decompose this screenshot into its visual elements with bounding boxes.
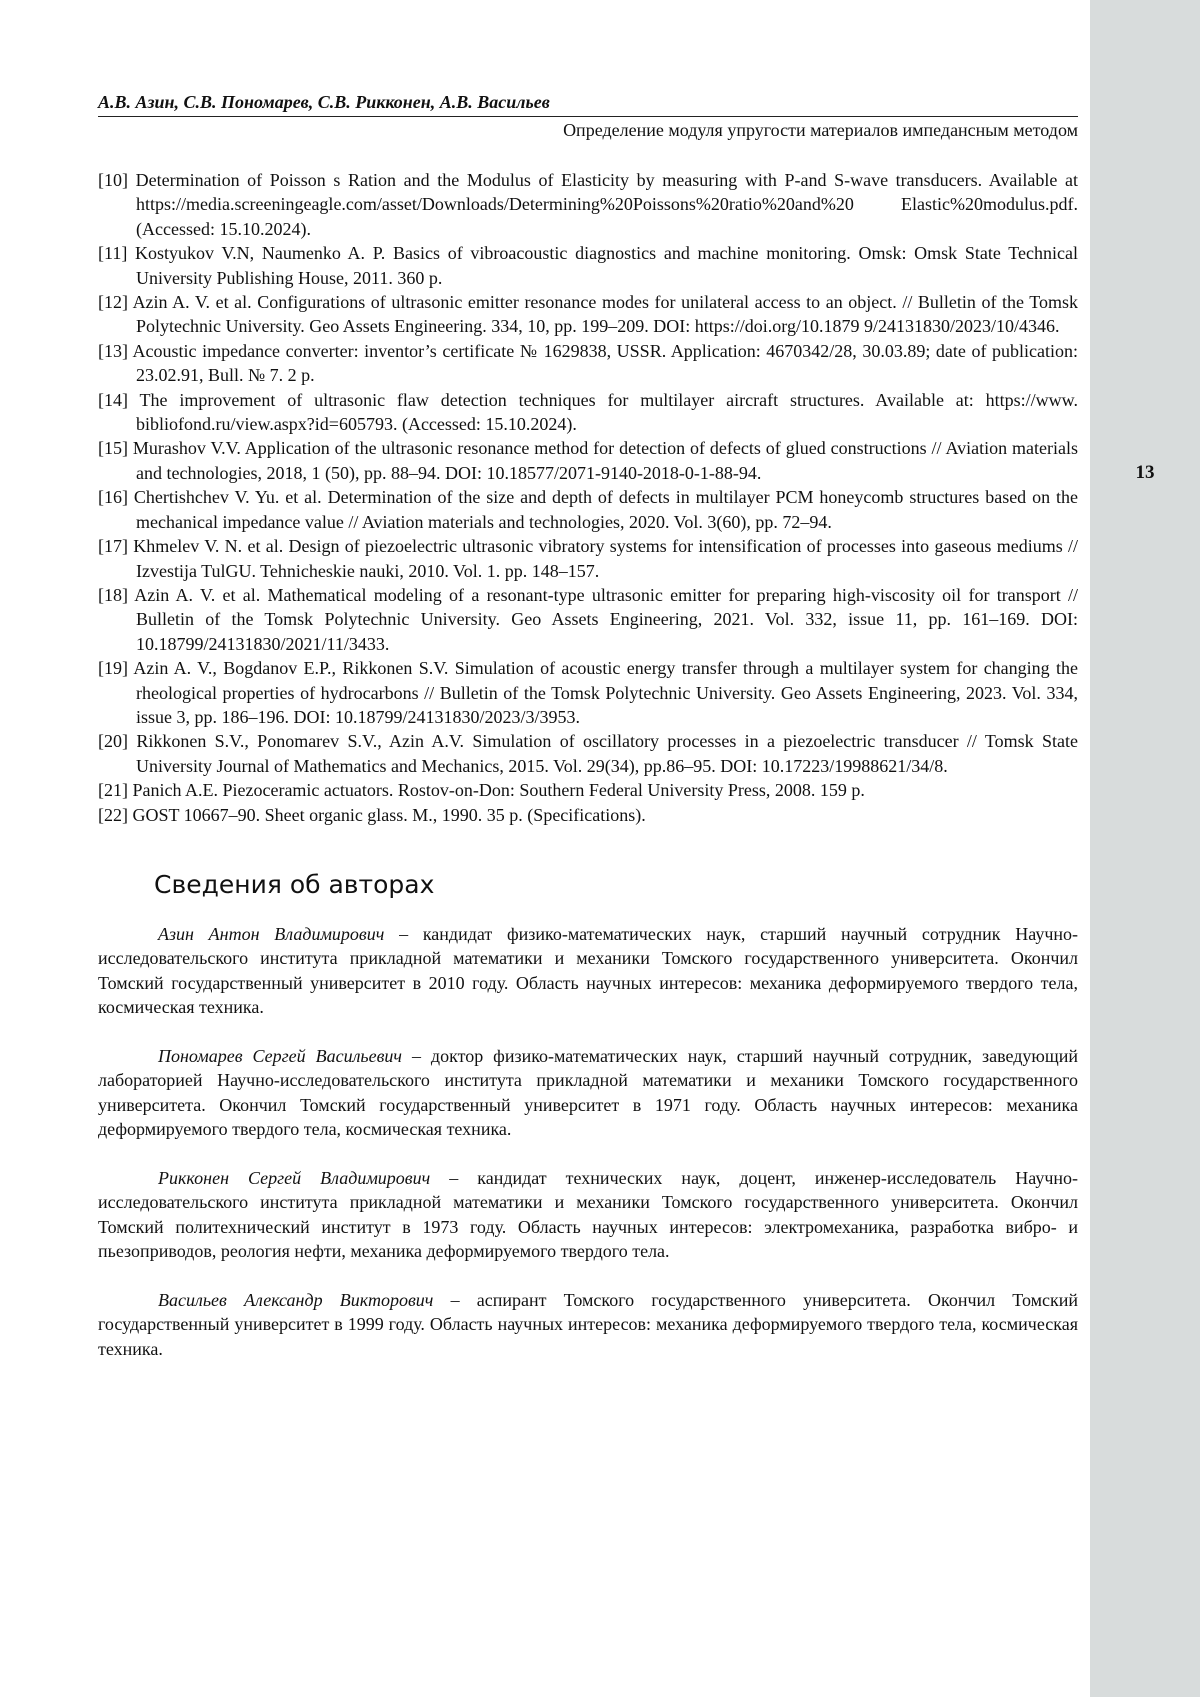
author-description: – кандидат технических наук, доцент, инженер-исследователь Научно-исследовательского института прикладной математики и механики Томского государственного университета. Окончил Томский политехнический институт в 1973 году. Область научных интересов: электромеханика, разработка вибро- и пьезоприводов, реология нефти, механика деформируемого твердого тела. [98,1168,1079,1262]
reference-item: [20] Rikkonen S.V., Ponomarev S.V., Azin A.V. Simulation of oscillatory processes in a piezoelectric transducer // Tomsk State University Journal of Mathematics and Mechanics, 2015. Vol. 29(34), pp.86–95. DOI: 10.17223/19988621/34/8. [98,731,1078,776]
author-name: Васильев Александр Викторович [158,1290,434,1311]
author-description: – аспирант Томского государственного университета. Окончил Томский государственный университет в 1999 году. Область научных интересов: механика деформируемого твердого тела, космическая техника. [98,1290,1078,1359]
reference-item: [12] Azin A. V. et al. Configurations of ultrasonic emitter resonance modes for unilateral access to an object. // Bulletin of the Tomsk Polytechnic University. Geo Assets Engineering. 334, 10, pp. 199–209. DOI: https://doi.org/10.1879 9/24131830/2023/10/4346. [98,292,1078,337]
author-name: Пономарев Сергей Васильевич [158,1046,402,1067]
header-divider [98,116,1078,117]
reference-item: [16] Chertishchev V. Yu. et al. Determination of the size and depth of defects in multilayer PCM honeycomb structures based on the mechanical impedance value // Aviation materials and technologies, 2020. Vol. 3(60), pp. 72–94. [98,487,1078,532]
running-header-title: Определение модуля упругости материалов импедансным методом [563,120,1078,140]
page-number: 13 [1135,462,1155,483]
reference-item: [21] Panich A.E. Piezoceramic actuators. Rostov-on-Don: Southern Federal University Press, 2008. 159 p. [98,780,865,801]
reference-item: [14] The improvement of ultrasonic flaw detection techniques for multilayer aircraft structures. Available at: https://www. bibliofond.ru/view.aspx?id=605793. (Accessed: 15.10.2024). [98,389,1078,435]
reference-item: [17] Khmelev V. N. et al. Design of piezoelectric ultrasonic vibratory systems for intensification of processes into gaseous mediums // Izvestija TulGU. Tehnicheskie nauki, 2010. Vol. 1. pp. 148–157. [98,536,1078,581]
reference-item: [18] Azin A. V. et al. Mathematical modeling of a resonant-type ultrasonic emitter for preparing high-viscosity oil for transport // Bulletin of the Tomsk Polytechnic University. Geo Assets Engineering, 2021. Vol. 332, issue 11, pp. 161–169. DOI: 10.18799/24131830/2021/11/3433. [98,584,1078,654]
author-paragraph [98,1288,1078,1361]
author-paragraph [98,1044,1078,1142]
author-name: Рикконен Сергей Владимирович [158,1168,431,1189]
reference-item: [13] Acoustic impedance converter: inventor’s certificate № 1629838, USSR. Application: 4670342/28, 30.03.89; date of publication: 23.02.91, Bull. № 7. 2 p. [98,340,1078,386]
author-description: – доктор физико-математических наук, старший научный сотрудник, заведующий лабораторией Научно-исследовательского института прикладной математики и механики Томского государственного университета. Окончил Томский государственный университет в 1971 году. Область научных интересов: механика деформируемого твердого тела, космическая техника. [98,1046,1078,1140]
author-paragraph [98,1166,1078,1264]
reference-item: [10] Determination of Poisson s Ration and the Modulus of Elasticity by measuring with P-and S-wave transducers. Available at https://media.screeningeagle.com/asset/Downloads/Determining%20Poissons%20ratio%20and%20 Elastic%20modulus.pdf. (Accessed: 15.10.2024). [98,170,1078,239]
author-info [98,922,1078,1386]
section-title-authors: Сведения об авторах [154,870,435,899]
running-header-authors: А.В. Азин, С.В. Пономарев, С.В. Рикконен, А.В. Васильев [98,92,550,112]
reference-item: [11] Kostyukov V.N, Naumenko A. P. Basics of vibroacoustic diagnostics and machine monitoring. Omsk: Omsk State Technical University Publishing House, 2011. 360 p. [98,243,1078,288]
reference-item: [22] GOST 10667–90. Sheet organic glass. M., 1990. 35 p. (Specifications). [98,804,646,825]
reference-item: [15] Murashov V.V. Application of the ultrasonic resonance method for detection of defects of glued constructions // Aviation materials and technologies, 2018, 1 (50), pp. 88–94. DOI: 10.18577/2071-9140-2018-0-1-88-94. [98,438,1078,483]
author-name: Азин Антон Владимирович [158,924,385,944]
author-paragraph [98,922,1078,1020]
reference-item: [19] Azin A. V., Bogdanov E.P., Rikkonen S.V. Simulation of acoustic energy transfer through a multilayer system for changing the rheological properties of hydrocarbons // Bulletin of the Tomsk Polytechnic University. Geo Assets Engineering, 2023. Vol. 334, issue 3, pp. 186–196. DOI: 10.18799/24131830/2023/3/3953. [98,658,1078,727]
reference-list [98,168,1078,827]
side-margin-strip [1090,0,1200,1697]
author-description: – кандидат физико-математических наук, старший научный сотрудник Научно-исследовательского института прикладной математики и механики Томского государственного университета. Окончил Томский государственный университет в 2010 году. Область научных интересов: механика деформируемого твердого тела, космическая техника. [98,924,1079,1018]
